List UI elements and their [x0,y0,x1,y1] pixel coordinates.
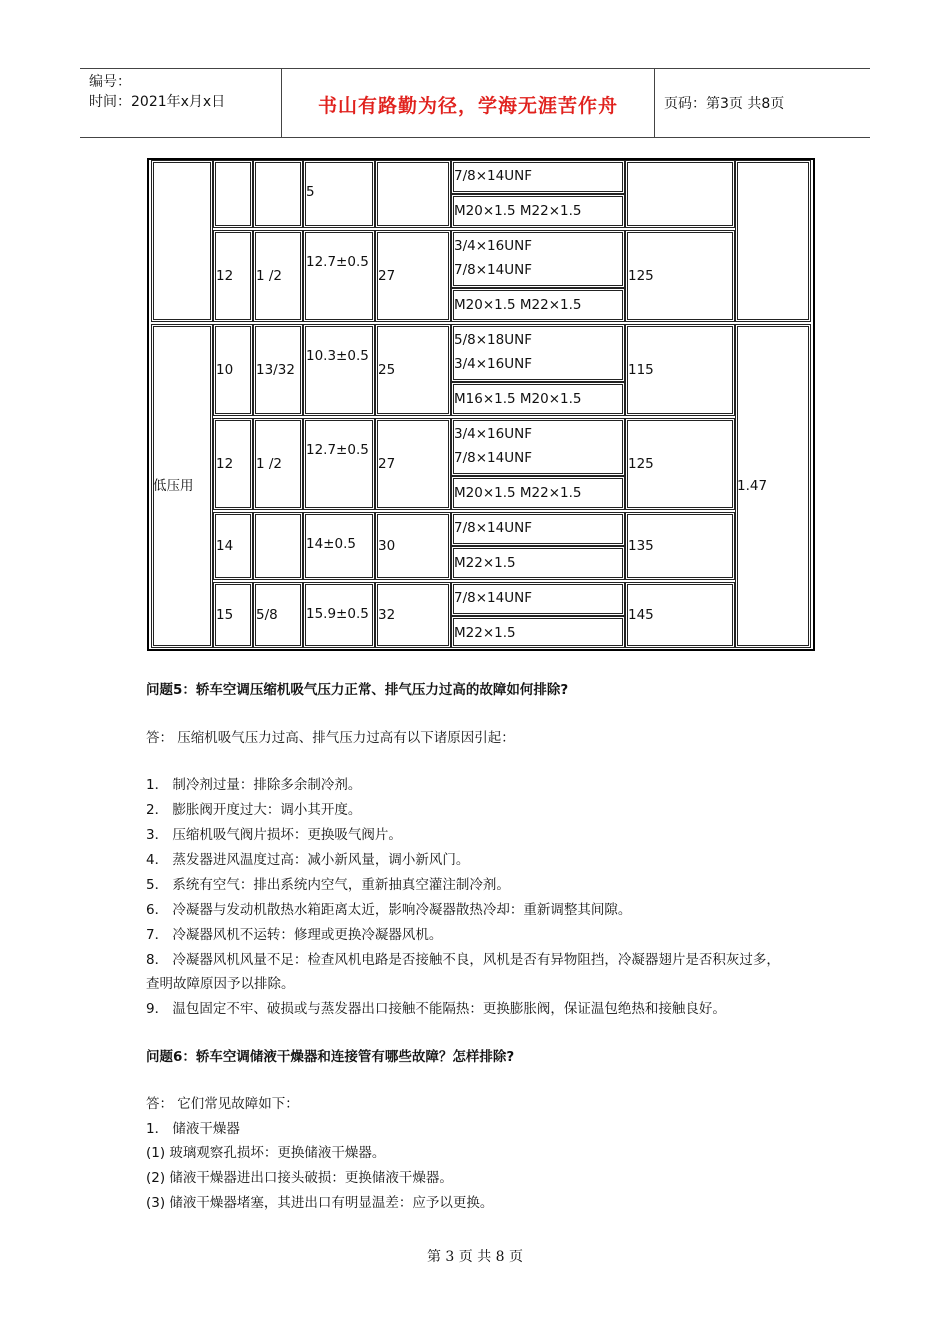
table-cell-text: 12.7±0.5 [306,442,369,458]
thread-text: M20×1.5 M22×1.5 [454,485,582,501]
q5-item: 6． 冷凝器与发动机散热水箱距离太近，影响冷凝器散热冷却：重新调整其间隙。 [146,902,632,918]
q6-question: 问题6：轿车空调储液干燥器和连接管有哪些故障？怎样排除? [146,1049,515,1065]
q5-item: 2． 膨胀阀开度过大：调小其开度。 [146,802,362,818]
q5-question: 问题5：轿车空调压缩机吸气压力正常、排气压力过高的故障如何排除? [146,682,569,698]
torque-text: 125 [628,268,654,284]
table-cell-text: 12.7±0.5 [306,254,369,270]
table-cell-text: 1 /2 [256,456,283,472]
table-cell [375,160,451,228]
pressure-value: 1.47 [737,478,768,494]
table-cell-text: 14±0.5 [306,536,356,552]
time-label: 时间：2021年x月x日 [89,94,226,110]
table-cell [303,230,375,322]
table-cell-text: 27 [378,268,396,284]
thread-text: 7/8×14UNF [454,168,532,184]
table-cell-text: 12 [216,268,234,284]
table-cell-text: 5/8 [256,607,278,623]
q5-item: 8． 冷凝器风机风量不足：检查风机电路是否接触不良，风机是否有异物阻挡，冷凝器翅片是否积灰过多， [146,952,780,968]
header-motto-cell [281,69,655,137]
q5-item: 查明故障原因予以排除。 [146,976,295,992]
table-cell-text: 15.9±0.5 [306,606,369,622]
q5-item: 1． 制冷剂过量：排除多余制冷剂。 [146,777,362,793]
header-meta [80,69,280,137]
group-cell [151,160,213,322]
q5-item: 9． 温包固定不牢、破损或与蒸发器出口接触不能隔热：更换膨胀阀，保证温包绝热和接触良好。 [146,1001,726,1017]
thread-text: 7/8×14UNF [454,590,532,606]
table-cell-text: 14 [216,538,234,554]
q6-item: (2) 储液干燥器进出口接头破损：更换储液干燥器。 [146,1170,453,1186]
page-header [80,68,870,138]
number-label: 编号： [89,74,131,90]
torque-text: 135 [628,538,654,554]
table-cell-text: 15 [216,607,234,623]
table-cell-text: 10 [216,362,234,378]
motto: 书山有路勤为径，学海无涯苦作舟 [317,95,618,117]
table-cell-text: 1 /2 [256,268,283,284]
table-cell-text: 32 [378,607,396,623]
torque-cell [625,160,735,228]
table-cell-text: 5 [306,184,315,200]
torque-text: 115 [628,362,654,378]
thread-text: 3/4×16UNF 7/8×14UNF [454,426,532,466]
thread-text: 3/4×16UNF 7/8×14UNF [454,238,532,278]
q6-answer-intro: 答： 它们常见故障如下： [146,1096,299,1112]
table-cell [303,418,375,510]
group-label: 低压用 [153,478,194,494]
q6-item: (3) 储液干燥器堵塞，其进出口有明显温差：应予以更换。 [146,1195,494,1211]
spec-table [147,158,815,651]
table-cell-text: 25 [378,362,396,378]
thread-text: 7/8×14UNF [454,520,532,536]
thread-text: M16×1.5 M20×1.5 [454,391,582,407]
table-cell-text: 27 [378,456,396,472]
thread-text: M20×1.5 M22×1.5 [454,203,582,219]
table-cell-text: 30 [378,538,396,554]
table-cell [213,160,253,228]
table-cell [253,160,303,228]
q5-answer-intro: 答： 压缩机吸气压力过高、排气压力过高有以下诸原因引起： [146,730,515,746]
pressure-cell [735,160,811,322]
thread-text: 5/8×18UNF 3/4×16UNF [454,332,532,372]
table-cell-text: 10.3±0.5 [306,348,369,364]
table-cell-text: 12 [216,456,234,472]
torque-text: 145 [628,607,654,623]
thread-text: M20×1.5 M22×1.5 [454,297,582,313]
thread-text: M22×1.5 [454,625,516,641]
table-cell [303,324,375,416]
thread-text: M22×1.5 [454,555,516,571]
page-info: 页码：第3页 共8页 [664,96,785,112]
q5-item: 5． 系统有空气：排出系统内空气，重新抽真空灌注制冷剂。 [146,877,510,893]
page-footer: 第 3 页 共 8 页 [426,1249,524,1265]
q5-item: 7． 冷凝器风机不运转：修理或更换冷凝器风机。 [146,927,443,943]
q6-item: (1) 玻璃观察孔损坏：更换储液干燥器。 [146,1145,386,1161]
q5-item: 4． 蒸发器进风温度过高：减小新风量，调小新风门。 [146,852,470,868]
torque-text: 125 [628,456,654,472]
q5-item: 3． 压缩机吸气阀片损坏：更换吸气阀片。 [146,827,402,843]
table-cell-text: 13/32 [256,362,295,378]
table-cell [253,512,303,580]
q6-item: 1． 储液干燥器 [146,1121,240,1137]
